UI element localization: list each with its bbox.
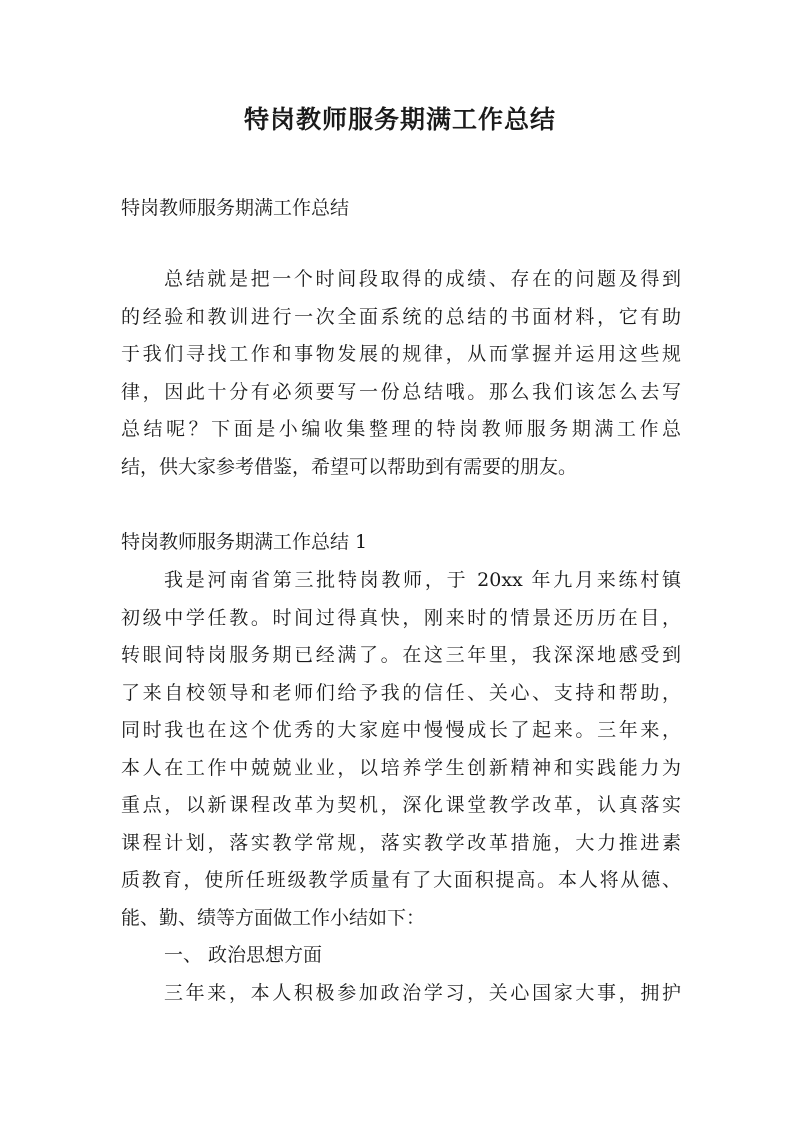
section1-line: 重点，以新课程改革为契机，深化课堂教学改革，认真落实 xyxy=(121,794,681,816)
subsection-heading: 一、 政治思想方面 xyxy=(164,944,323,966)
intro-line: 结，供大家参考借鉴，希望可以帮助到有需要的朋友。 xyxy=(121,455,578,478)
section1-line: 了来自校领导和老师们给予我的信任、关心、支持和帮助， xyxy=(121,681,681,704)
intro-line: 于我们寻找工作和事物发展的规律，从而掌握并运用这些规 xyxy=(121,343,681,365)
document-subtitle: 特岗教师服务期满工作总结 xyxy=(121,197,350,219)
section1-line: 质教育，使所任班级教学质量有了大面积提高。本人将从德、 xyxy=(121,869,681,891)
section1-line: 课程计划，落实教学常规，落实教学改革措施，大力推进素 xyxy=(121,831,681,854)
intro-line: 总结就是把一个时间段取得的成绩、存在的问题及得到 xyxy=(164,268,681,290)
intro-line: 总结呢？下面是小编收集整理的特岗教师服务期满工作总 xyxy=(121,418,681,440)
section1-line: 转眼间特岗服务期已经满了。在这三年里，我深深地感受到 xyxy=(121,644,681,666)
section1-line: 初级中学任教。时间过得真快，刚来时的情景还历历在目， xyxy=(121,606,681,629)
section1-line: 本人在工作中兢兢业业，以培养学生创新精神和实践能力为 xyxy=(121,756,681,779)
section1-paragraph xyxy=(121,562,681,1012)
intro-paragraph xyxy=(121,261,681,486)
document-title: 特岗教师服务期满工作总结 xyxy=(243,105,556,134)
subsection1-line: 三年来，本人积极参加政治学习，关心国家大事，拥护 xyxy=(164,981,681,1004)
section1-line: 我是河南省第三批特岗教师，于 20xx 年九月来练村镇 xyxy=(164,569,681,591)
intro-line: 律，因此十分有必须要写一份总结哦。那么我们该怎么去写 xyxy=(121,380,681,403)
section-heading: 特岗教师服务期满工作总结 1 xyxy=(121,531,368,553)
section1-line: 同时我也在这个优秀的大家庭中慢慢成长了起来。三年来， xyxy=(121,719,681,741)
intro-line: 的经验和教训进行一次全面系统的总结的书面材料，它有助 xyxy=(121,305,681,328)
section1-line: 能、勤、绩等方面做工作小结如下： xyxy=(121,906,426,929)
